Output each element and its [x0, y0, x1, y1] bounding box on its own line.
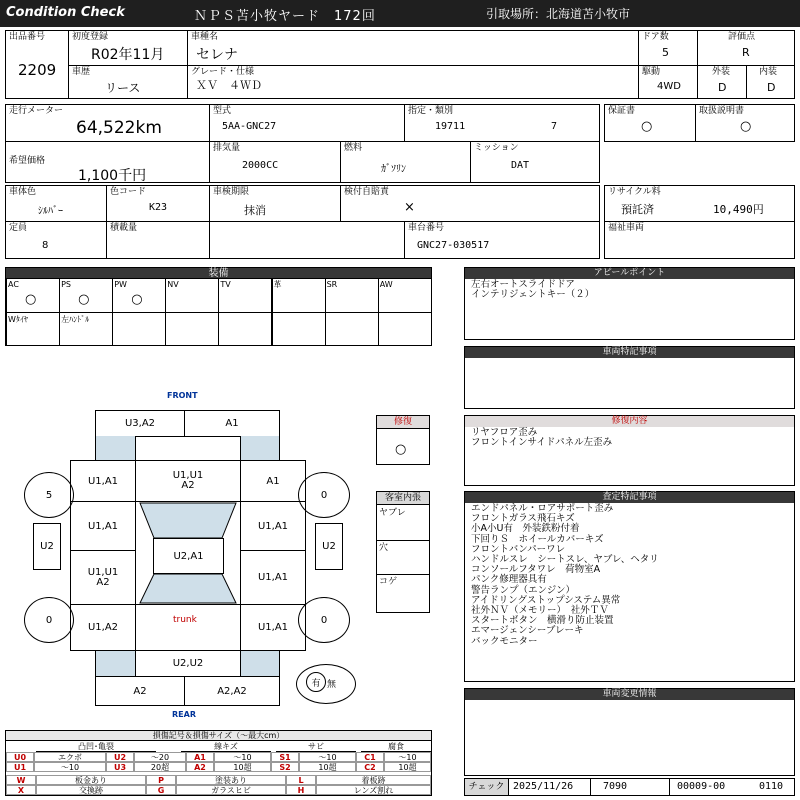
load-box: [106, 221, 210, 259]
repair-label: 修復: [377, 416, 429, 429]
check-date: 2025/11/26: [513, 781, 574, 792]
pickup-location: 引取場所：北海道苫小牧市: [486, 7, 631, 21]
capacity: 8: [42, 240, 49, 251]
tire-front-left-value: 5: [45, 489, 53, 501]
cert-box: [404, 104, 600, 142]
model-box: [209, 104, 405, 142]
legend-desc: 10超: [214, 762, 271, 772]
legend-panel: [5, 730, 432, 796]
check-divider-1: [590, 779, 591, 795]
equipment-title: 装備: [6, 268, 431, 279]
panel-front-mid: [135, 436, 241, 461]
equipment-label: AC: [8, 280, 19, 289]
panel-front-door-left-value: U1,A1: [87, 520, 119, 532]
interior-burn: コゲ: [379, 577, 398, 587]
exterior-box: [697, 65, 747, 99]
mileage: 64,522km: [76, 118, 162, 138]
legend-code: C1: [356, 752, 384, 762]
mileage-box: [5, 104, 210, 142]
inspection-notes-list: [471, 504, 659, 647]
equipment-mark: ○: [78, 292, 90, 307]
panel-front-fender-right: [240, 460, 306, 502]
panel-roof: [153, 538, 224, 574]
warranty-label: 保証書: [608, 106, 636, 116]
model: 5AA-GNC27: [222, 121, 277, 132]
note-line: 警告ランプ（エンジン）: [471, 584, 576, 596]
legend-code: U2: [106, 752, 134, 762]
price: 1,100千円: [78, 168, 147, 184]
grade-box: [187, 65, 639, 99]
interior-damage-title: 客室内張: [377, 492, 429, 505]
interior: D: [767, 81, 776, 94]
auction-name: ＮＰＳ苫小牧ヤード 172回: [194, 9, 376, 24]
panel-rear-bumper-center: [135, 650, 241, 677]
equipment-cell-2: [59, 278, 113, 313]
legend-desc: 10超: [384, 762, 431, 772]
interior-label: 内装: [759, 67, 778, 77]
equipment-label: Wﾀｲﾔ: [8, 315, 28, 324]
equipment-label: 左ﾊﾝﾄﾞﾙ: [61, 315, 90, 324]
panel-rear-bumper-right: [184, 676, 280, 706]
panel-rear-door-left: [70, 550, 136, 605]
panel-front-door-right-value: U1,A1: [257, 520, 289, 532]
panel-rear-edge-right: [240, 650, 280, 677]
note-line: 左右オートスライドドア: [471, 279, 575, 290]
tire-front-left: [24, 472, 74, 518]
legend-title: 損傷記号＆損傷サイズ（〜最大cm）: [6, 731, 431, 741]
panel-front-bumper-edge-left: [95, 436, 136, 461]
color-label: 車体色: [9, 187, 37, 197]
car-name-label: 車種名: [191, 32, 219, 42]
legend-mark-desc: 交換跡: [36, 785, 146, 795]
recycle-label: リサイクル料: [608, 187, 661, 197]
panel-roof-value: U2,A1: [173, 550, 204, 562]
note-line: パンク修理器具有: [471, 574, 547, 586]
panel-front-fender-left: [70, 460, 136, 502]
note-line: 社外ＮＶ（メモリー） 社外ＴＶ: [471, 605, 609, 617]
inspection-notes-panel: [464, 491, 795, 682]
lot-number-label: 出品番号: [9, 32, 46, 42]
cert-label: 指定・類別: [408, 106, 454, 116]
equipment-cell-1: [6, 278, 60, 313]
legend-mark-code: L: [286, 775, 316, 785]
score-label: 評価点: [728, 32, 756, 42]
doors: 5: [662, 46, 669, 59]
load-label: 積載量: [110, 223, 138, 233]
equipment-cell-row2-7: [325, 312, 379, 346]
warranty: ○: [641, 119, 653, 134]
legend-mark-desc: レンズ割れ: [316, 785, 431, 795]
panel-side-step-left: [33, 523, 61, 570]
interior-tear: ヤブレ: [379, 508, 406, 518]
equipment-panel: [5, 267, 432, 346]
interior-damage-box: [376, 491, 430, 613]
panel-rear-bumper-left: [95, 676, 185, 706]
recycle-status: 預託済: [621, 203, 654, 216]
rear-label: REAR: [172, 710, 196, 719]
recycle-amount: 10,490円: [713, 203, 764, 216]
header-bar: [0, 0, 800, 27]
tire-rear-right: [298, 597, 350, 643]
interior-divider-2: [377, 574, 429, 575]
front-label: FRONT: [167, 391, 198, 400]
cert-type: 19711: [435, 121, 466, 132]
repair-content-panel: [464, 415, 795, 486]
equipment-label: AW: [379, 280, 393, 289]
liability: ×: [404, 200, 415, 215]
legend-desc: 〜10: [299, 752, 356, 762]
inspection-label: 車検期限: [213, 187, 250, 197]
special-title: 車両特記事項: [465, 347, 794, 358]
equipment-label: SR: [326, 280, 338, 289]
panel-front-bumper-right: [184, 410, 280, 437]
manual-box: [695, 104, 795, 142]
legend-desc: エクボ: [34, 752, 106, 762]
check-code-1: 7090: [603, 781, 628, 792]
equipment-label: 革: [273, 280, 282, 289]
price-box: [5, 141, 210, 183]
displacement-box: [209, 141, 341, 183]
check-code-2: 00009-00: [677, 781, 726, 792]
capacity-label: 定員: [9, 223, 28, 233]
drive-label: 駆動: [642, 67, 661, 77]
equipment-label: PS: [61, 280, 71, 289]
welfare-label: 福祉車両: [608, 223, 645, 233]
fuel: ｶﾞｿﾘﾝ: [381, 164, 406, 175]
exterior: D: [718, 81, 727, 94]
grade: ＸＶ ４ＷＤ: [196, 79, 262, 92]
legend-mark-desc: ガラスヒビ: [176, 785, 286, 795]
equipment-mark: ○: [25, 292, 37, 307]
color-code: K23: [149, 202, 168, 213]
equipment-mark: ○: [131, 292, 143, 307]
legend-group-dent: 凸凹･亀裂: [36, 742, 156, 752]
repair-box: [376, 415, 430, 465]
panel-front-bumper-right-value: A1: [225, 418, 239, 429]
equipment-cell-3: [112, 278, 166, 313]
special-panel: [464, 346, 795, 409]
chassis-box: [404, 221, 600, 259]
spare-tire: [296, 664, 356, 704]
legend-desc: 〜10: [214, 752, 271, 762]
equipment-cell-row2-1: [6, 312, 60, 346]
check-divider-2: [669, 779, 670, 795]
equipment-cell-row2-4: [165, 312, 219, 346]
panel-front-bumper-edge-right: [240, 436, 280, 461]
legend-desc: 〜10: [384, 752, 431, 762]
equipment-cell-5: [218, 278, 272, 313]
trunk-label: trunk: [173, 615, 197, 625]
panel-rear-fender-right-value: U1,A1: [257, 622, 289, 633]
change-info-title: 車両変更情報: [465, 689, 794, 700]
panel-front-door-left: [70, 501, 136, 551]
color: ｼﾙﾊﾞｰ: [38, 206, 63, 217]
panel-rear-bumper-left-value: A2: [133, 685, 147, 697]
panel-rear-bumper-right-value: A2,A2: [217, 685, 247, 697]
panel-rear-fender-left: [70, 604, 136, 651]
equipment-cell-4: [165, 278, 219, 313]
color-code-label: 色コード: [110, 187, 147, 197]
equipment-label: NV: [167, 280, 179, 289]
history-label: 車歴: [72, 67, 91, 77]
check-label: チェック: [465, 779, 509, 795]
car-name-box: [187, 30, 639, 66]
note-line: フロントガラス飛石キズ: [471, 513, 575, 525]
cert-class: 7: [551, 121, 558, 132]
drive: 4WD: [657, 81, 681, 92]
panel-front-fender-left-value: U1,A1: [87, 475, 119, 487]
panel-side-step-left-value: U2: [40, 541, 54, 552]
color-box: [5, 185, 107, 222]
equipment-cell-row2-6: [272, 312, 326, 346]
panel-hood: [135, 460, 241, 502]
appeal-panel: [464, 267, 795, 340]
legend-mark-code: G: [146, 785, 176, 795]
appeal-title: アピールポイント: [465, 268, 794, 279]
legend-mark-desc: 塗装あり: [176, 775, 286, 785]
panel-rear-door-left-value: U1,U1 A2: [87, 566, 119, 588]
legend-mark-code: H: [286, 785, 316, 795]
first-reg-box: [68, 30, 188, 66]
equipment-cell-8: [378, 278, 432, 313]
panel-rear-fender-right: [240, 604, 306, 651]
legend-code: S1: [271, 752, 299, 762]
tire-rear-right-value: 0: [320, 614, 328, 626]
interior-hole: 穴: [379, 543, 389, 553]
inspection: 抹消: [244, 204, 266, 217]
equipment-cell-row2-2: [59, 312, 113, 346]
equipment-cell-7: [325, 278, 379, 313]
welfare-box: [604, 221, 795, 259]
note-line: ハンドルスレ シートスレ、ヤブレ、ヘタリ: [471, 554, 659, 566]
equipment-label: TV: [220, 280, 231, 289]
panel-rear-fender-left-value: U1,A2: [87, 622, 119, 633]
legend-mark-code: P: [146, 775, 176, 785]
history-box: [68, 65, 188, 99]
interior-box: [746, 65, 795, 99]
note-line: スタートボタン 横滑り防止装置: [471, 615, 614, 627]
drive-box: [638, 65, 698, 99]
chassis: GNC27-030517: [417, 240, 490, 251]
legend-mark-code: W: [6, 775, 36, 785]
warranty-box: [604, 104, 696, 142]
legend-desc: 10超: [299, 762, 356, 772]
panel-front-fender-right-value: A1: [266, 475, 280, 487]
legend-group-scratch: 線キズ: [181, 742, 271, 752]
grade-label: グレード・仕様: [191, 67, 255, 77]
fuel-label: 燃料: [344, 143, 363, 153]
first-reg: R02年11月: [91, 47, 165, 63]
color-code-box: [106, 185, 210, 222]
history: リース: [105, 81, 141, 95]
equipment-cell-6: [272, 278, 326, 313]
score: R: [742, 46, 750, 59]
legend-desc: 20超: [134, 762, 186, 772]
equipment-cell-row2-3: [112, 312, 166, 346]
note-line: インテリジェントキー（２）: [471, 289, 595, 301]
legend-code: A2: [186, 762, 214, 772]
panel-front-bumper-left-value: U3,A2: [124, 418, 156, 429]
inspection-notes-title: 査定特記事項: [465, 492, 794, 503]
equipment-label: PW: [114, 280, 127, 289]
legend-mark-desc: 着板跡: [316, 775, 431, 785]
mileage-label: 走行メーター: [9, 106, 64, 116]
note-line: エマージェンシーブレーキ: [471, 625, 584, 637]
capacity-box: [5, 221, 107, 259]
tire-rear-left-value: 0: [45, 614, 53, 626]
panel-front-bumper-left: [95, 410, 185, 437]
panel-trunk: [135, 604, 241, 651]
note-line: アイドリングストップシステム異常: [471, 594, 621, 606]
price-label: 希望価格: [9, 156, 46, 166]
displacement: 2000CC: [242, 160, 279, 171]
lot-number: 2209: [18, 61, 57, 79]
legend-code: A1: [186, 752, 214, 762]
blank-box: [209, 221, 405, 259]
tire-front-right: [298, 472, 350, 518]
mission: DAT: [511, 160, 530, 171]
manual-label: 取扱説明書: [699, 106, 745, 116]
note-line: 小A小U有 外装鉄粉付着: [471, 523, 580, 535]
interior-divider-1: [377, 540, 429, 541]
doors-box: [638, 30, 698, 66]
displacement-label: 排気量: [213, 143, 241, 153]
legend-mark-desc: 板金あり: [36, 775, 146, 785]
mission-label: ミッション: [474, 143, 519, 153]
first-reg-label: 初度登録: [72, 32, 109, 42]
panel-front-door-right: [240, 501, 306, 551]
repair-mark: ○: [395, 442, 407, 457]
legend-group-rust: サビ: [276, 742, 356, 752]
model-label: 型式: [213, 106, 232, 116]
legend-code: U1: [6, 762, 34, 772]
panel-side-step-right: [315, 523, 343, 570]
repair-list: [471, 428, 612, 448]
panel-rear-door-right-value: U1,A1: [257, 572, 289, 583]
recycle-box: [604, 185, 795, 222]
liability-label: 検付自賠責: [344, 187, 390, 197]
legend-code: S2: [271, 762, 299, 772]
tire-front-right-value: 0: [320, 489, 328, 501]
change-info-panel: [464, 688, 795, 776]
panel-rear-door-right: [240, 550, 306, 605]
legend-code: U0: [6, 752, 34, 762]
repair-content-title: 修復内容: [465, 416, 794, 427]
doors-label: ドア数: [642, 32, 669, 42]
car-name: セレナ: [196, 47, 238, 63]
note-line: 下回りＳ ホイールカバーキズ: [471, 533, 604, 545]
note-line: リヤフロア歪み: [471, 427, 538, 438]
note-line: エンドパネル・ロアサポート歪み: [471, 503, 614, 514]
spare-tire-none: 無: [327, 680, 337, 690]
note-line: コンソールフタワレ 荷物室A: [471, 564, 601, 576]
check-code-3: 0110: [759, 781, 784, 792]
panel-hood-value: U1,U1 A2: [172, 470, 204, 491]
legend-group-corrosion: 腐食: [361, 742, 431, 752]
panel-rear-bumper-center-value: U2,U2: [172, 658, 204, 669]
note-line: バックモニター: [471, 635, 538, 647]
equipment-cell-row2-8: [378, 312, 432, 346]
inspection-box: [209, 185, 341, 222]
legend-desc: 〜10: [34, 762, 106, 772]
note-line: フロントインサイドパネル左歪み: [471, 437, 613, 449]
exterior-label: 外装: [712, 67, 731, 77]
check-row: [464, 778, 795, 796]
mission-box: [470, 141, 600, 183]
fuel-box: [340, 141, 471, 183]
tire-rear-left: [24, 597, 74, 643]
note-line: フロントバンパーワレ: [471, 543, 566, 555]
legend-mark-code: X: [6, 785, 36, 795]
equipment-cell-row2-5: [218, 312, 272, 346]
legend-code: U3: [106, 762, 134, 772]
appeal-list: [471, 280, 594, 300]
legend-desc: 〜20: [134, 752, 186, 762]
panel-side-step-right-value: U2: [322, 541, 336, 552]
lot-number-box: [5, 30, 69, 99]
score-box: [697, 30, 795, 66]
spare-tire-yes-value: 有: [311, 678, 321, 689]
legend-code: C2: [356, 762, 384, 772]
chassis-label: 車台番号: [408, 223, 445, 233]
liability-box: [340, 185, 600, 222]
manual: ○: [740, 119, 752, 134]
header-title: Condition Check: [6, 5, 125, 20]
panel-rear-edge-left: [95, 650, 136, 677]
spare-tire-yes: [306, 672, 326, 692]
